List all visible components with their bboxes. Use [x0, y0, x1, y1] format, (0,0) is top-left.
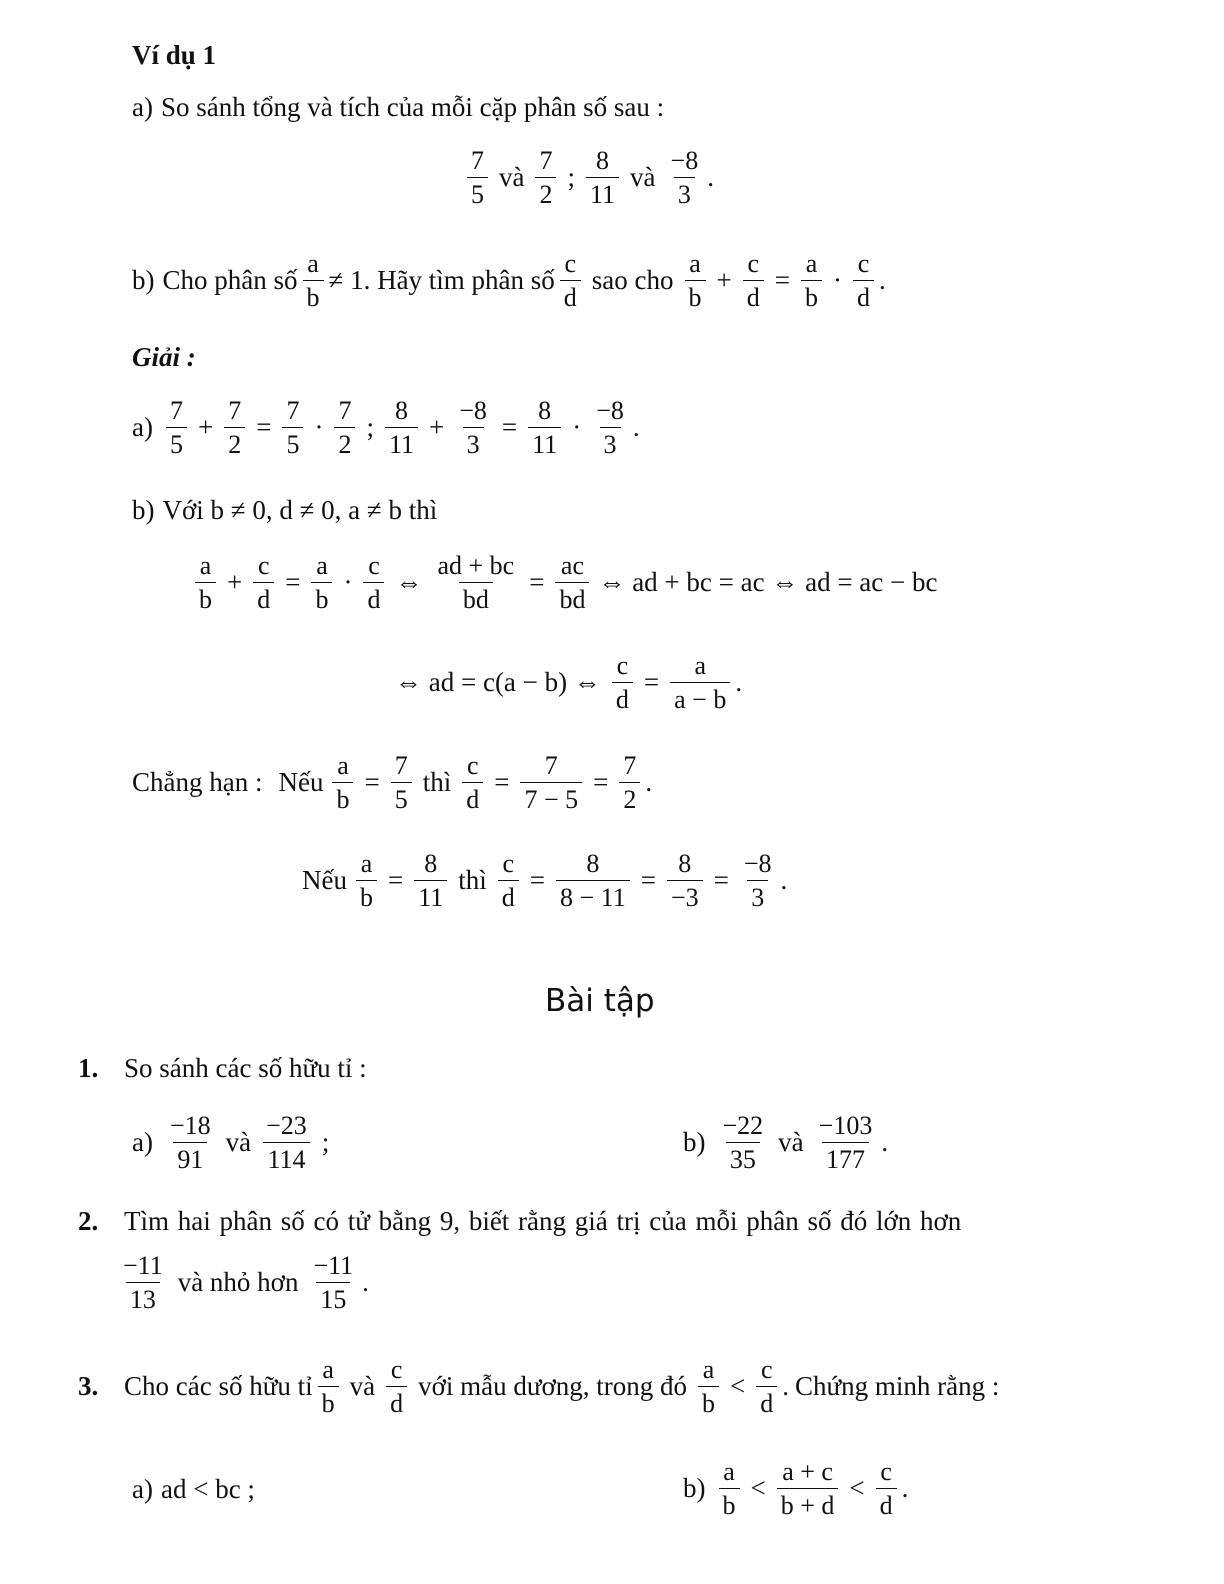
- fraction-c-d: c d: [560, 250, 581, 312]
- exercise-1a: a) −18 91 và −23 114 ;: [132, 1111, 330, 1175]
- solution-derivation-1: a b + $\frac{c}{d}$ = $\frac{a}{b}$ · c d ⇔ $\frac{ad + bc}{bd}$ = $\frac{ac}{bd}$ ⇔ ad + bc = ac ⇔ ad = ac − bc: [190, 552, 937, 614]
- exercise-3: 3. Cho các số hữu tỉ a b và c d với mẫu dương, trong đó a b < c d . Chứng minh rằng :: [78, 1355, 1000, 1419]
- exercise-1: 1. So sánh các số hữu tỉ :: [78, 1053, 367, 1083]
- fraction-a-b: a b: [303, 250, 324, 312]
- example-part-a: [132, 94, 664, 121]
- part-a-label: a): [132, 92, 153, 122]
- example-title: Ví dụ 1: [132, 40, 217, 70]
- solution-derivation-2: ⇔ ad = c(a − b) ⇔ $\frac{c}{d}$ = $\frac{a}{a - b}$ .: [395, 651, 743, 715]
- fraction: 7 2: [535, 147, 556, 209]
- example-part-a-pairs: 7 5 và 7 2 ; 8 11 và −8 3 .: [462, 147, 714, 209]
- fraction: 8 11: [586, 147, 619, 209]
- exercises-heading: Bài tập: [545, 983, 655, 1019]
- fraction: −8 3: [670, 146, 699, 210]
- fraction: 7 5: [467, 147, 488, 209]
- solution-label: Giải :: [132, 342, 196, 372]
- solution-part-a: a) 7 5 + $\frac{7}{2}$ = $\frac{7}{5}$ · 7 2 ; 8 11 + $\frac{-8}{3}$ = $\frac{8}{11}$ · −8 3 .: [132, 396, 640, 460]
- solution-example-2: Nếu $\frac{a}{b}$ = $\frac{8}{11}$ thì $\frac{c}{d}$ = $\frac{8}{8 - 11}$ = $\frac{8}{-3}$ = $\frac{-8}{3}$ .: [302, 849, 788, 913]
- condition: Với b ≠ 0, d ≠ 0, a ≠ b thì: [162, 495, 438, 525]
- exercise-number: 1.: [78, 1053, 99, 1083]
- solution-example-1: Chẳng hạn : Nếu $\frac{a}{b}$ = $\frac{7}{5}$ thì $\frac{c}{d}$ = $\frac{7}{7 - 5}$ = $\frac{7}{2}$ .: [132, 751, 653, 815]
- solution-part-b: b) Với b ≠ 0, d ≠ 0, a ≠ b thì: [132, 495, 438, 525]
- exercise-1b: b) −22 35 và −103 177 .: [683, 1111, 889, 1175]
- example-part-b: b) Cho phân số a b ≠ 1. Hãy tìm phân số c d sao cho a b + $\frac{c}{d}$ = $\frac{a}{b}$ · c d .: [132, 249, 886, 313]
- exercise-3b: b) a b < a + c b + d < c d .: [683, 1457, 909, 1521]
- exercise-2-cont: −11 13 và nhỏ hơn −11 15 .: [123, 1251, 369, 1315]
- part-a-text: So sánh tổng và tích của mỗi cặp phân số sau :: [160, 92, 665, 122]
- exercise-2: 2. Tìm hai phân số có tử bằng 9, biết rằng giá trị của mỗi phân số đó lớn hơn: [78, 1206, 962, 1236]
- exercise-3a: a) ad < bc ;: [132, 1474, 255, 1504]
